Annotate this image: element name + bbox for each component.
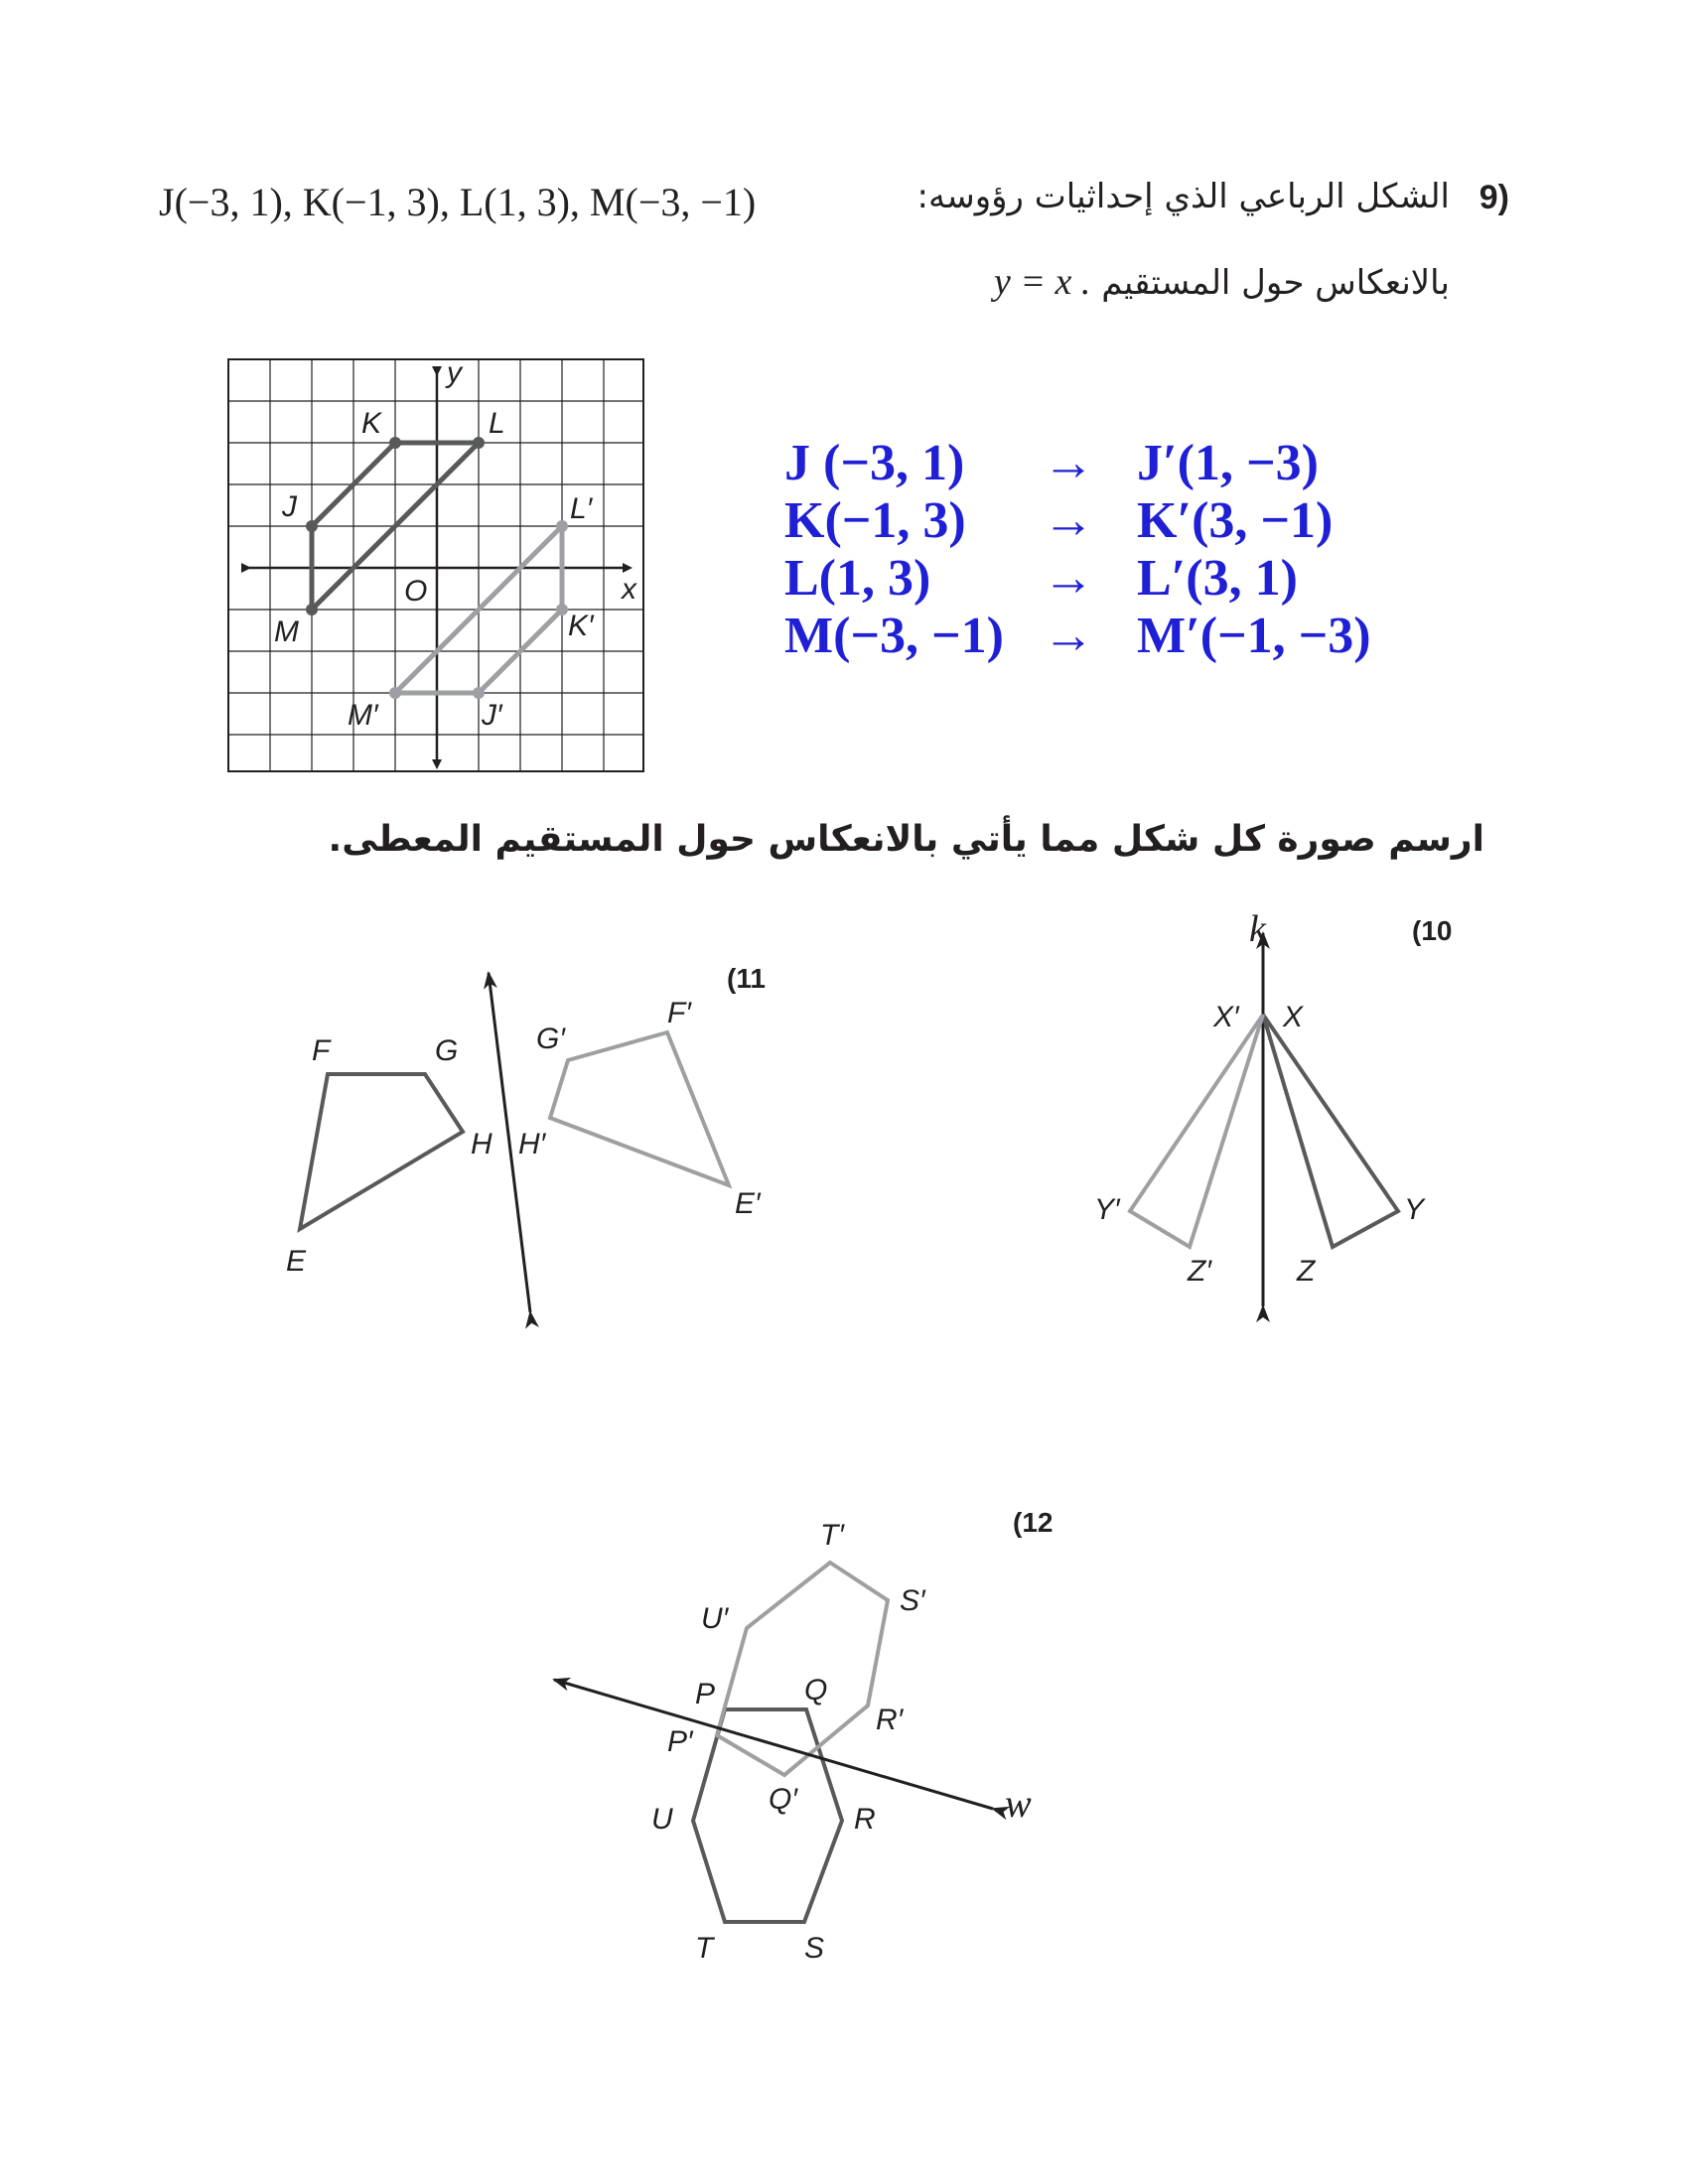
vertex-label-q-prime: Q′ [769,1783,797,1816]
triangle-xyz-image [1130,1015,1263,1247]
vertex-label-l-prime: L′ [570,492,593,525]
arrow-icon: → [1043,550,1094,607]
question-11-number: (11 [727,963,766,994]
vertex-label-q: Q [804,1674,828,1706]
vertex-label-y-prime: Y′ [1094,1193,1120,1226]
vertex-label-m-prime: M′ [348,699,378,732]
question-9-number: 9) [1478,179,1509,216]
vertex-label-u-prime: U′ [701,1602,729,1635]
vertex-label-x: X [1283,1001,1304,1033]
question-9-line2-text: بالانعكاس حول المستقيم [1101,263,1450,303]
answer-image: K′(3, −1) [1137,492,1334,549]
vertex-label-k: K [361,407,382,440]
vertex-label-s: S [804,1932,825,1965]
vertex-label-z-prime: Z′ [1188,1255,1211,1288]
triangle-xyz [1263,1015,1398,1247]
vertex-label-e: E [286,1245,307,1278]
origin-label: O [404,575,428,608]
answer-image: M′(−1, −3) [1137,608,1371,664]
vertex-label-j-prime: J′ [482,699,502,732]
answer-source: M(−3, −1) [784,608,1004,664]
x-axis-label: x [622,573,636,606]
vertex-label-s-prime: S′ [900,1584,925,1617]
vertex-label-f-prime: F′ [667,997,691,1029]
vertex-label-r: R [854,1803,876,1836]
vertex-label-g: G [435,1034,459,1067]
answer-source: L(1, 3) [784,550,931,607]
vertex-label-h: H [471,1128,492,1160]
vertex-label-t-prime: T′ [820,1519,844,1552]
vertex-label-j: J [282,490,297,523]
vertex-label-u: U [651,1803,673,1836]
vertex-label-f: F [312,1034,331,1067]
vertex-label-r-prime: R′ [876,1704,904,1736]
question-9-equation: y = x . [994,261,1091,303]
question-10-number: (10 [1412,915,1453,946]
quadrilateral-efgh-image [550,1032,729,1185]
vertex-label-k-prime: K′ [568,610,594,642]
vertex-label-m: M [274,615,299,648]
vertex-label-h-prime: H′ [518,1128,546,1160]
vertex-label-x-prime: X′ [1213,1001,1239,1033]
arrow-icon: → [1043,608,1094,664]
answer-source: K(−1, 3) [784,492,966,549]
vertex-label-p: P [695,1678,716,1710]
hexagon-pqrstu-image [717,1563,888,1775]
arrow-icon: → [1043,435,1094,491]
question-12-number: (12 [1013,1507,1054,1538]
vertex-label-g-prime: G′ [536,1023,565,1055]
answer-source: J (−3, 1) [784,435,965,491]
y-axis-label: y [447,356,462,389]
quadrilateral-efgh [300,1074,463,1229]
instruction-text: ارسم صورة كل شكل مما يأتي بالانعكاس حول المستقيم المعطى. [328,819,1484,860]
answer-image: L′(3, 1) [1137,550,1298,607]
vertex-label-z: Z [1297,1255,1316,1288]
arrow-icon: → [1043,492,1094,549]
vertex-label-t: T [695,1932,714,1965]
line-label-w: w [1005,1781,1032,1826]
line-label-k: k [1249,908,1266,950]
vertex-label-y: Y [1404,1193,1425,1226]
question-9-text: الشكل الرباعي الذي إحداثيات رؤوسه: [916,177,1450,216]
vertex-label-l: L [489,407,505,440]
vertex-label-e-prime: E′ [735,1187,761,1220]
answer-image: J′(1, −3) [1137,435,1319,491]
vertex-label-p-prime: P′ [667,1725,693,1758]
question-9-coordinates: J(−3, 1), K(−1, 3), L(1, 3), M(−3, −1) [159,180,757,224]
